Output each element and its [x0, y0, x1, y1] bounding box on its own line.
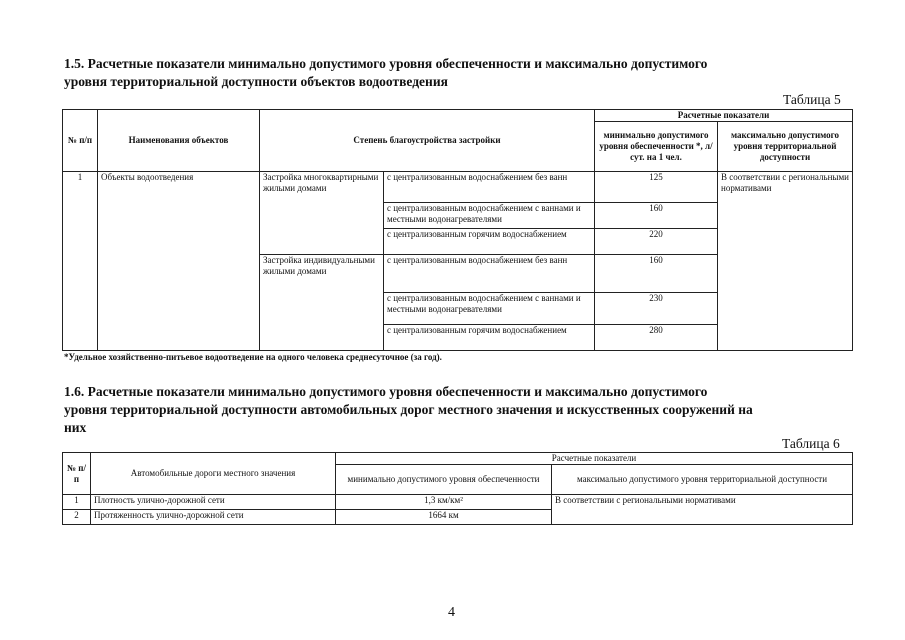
header-min: минимально допустимого уровня обеспеченности *, л/сут. на 1 чел. — [595, 122, 718, 172]
building-type: Застройка многоквартирными жилыми домами — [260, 172, 384, 255]
header-degree: Степень благоустройства застройки — [260, 110, 595, 172]
improvement-desc: с централизованным горячим водоснабжением — [384, 229, 595, 255]
improvement-desc: с централизованным водоснабжением с ваннами и местными водонагревателями — [384, 203, 595, 229]
row-num: 1 — [63, 172, 98, 351]
min-value: 1,3 км/км² — [336, 495, 552, 510]
table-5-caption: Таблица 5 — [783, 92, 841, 107]
table-5 — [62, 109, 853, 351]
max-value: В соответствии с региональными нормативами — [552, 495, 853, 525]
improvement-desc: с централизованным водоснабжением с ваннами и местными водонагревателями — [384, 293, 595, 325]
row-name: Плотность улично-дорожной сети — [91, 495, 336, 510]
table-6-caption: Таблица 6 — [782, 436, 840, 451]
improvement-desc: с централизованным горячим водоснабжением — [384, 325, 595, 351]
table-row — [63, 172, 853, 203]
max-value: В соответствии с региональными нормативами — [718, 172, 853, 351]
heading-line: них — [64, 420, 87, 435]
min-value: 220 — [595, 229, 718, 255]
heading-line: уровня территориальной доступности объектов водоотведения — [64, 74, 448, 89]
improvement-desc: с централизованным водоснабжением без ванн — [384, 172, 595, 203]
row-num: 1 — [63, 495, 91, 510]
header-min: минимально допустимого уровня обеспеченности — [336, 465, 552, 495]
min-value: 1664 км — [336, 510, 552, 525]
table-row — [63, 495, 853, 510]
min-value: 125 — [595, 172, 718, 203]
header-group: Расчетные показатели — [595, 110, 853, 122]
header-name: Наименования объектов — [98, 110, 260, 172]
min-value: 230 — [595, 293, 718, 325]
row-name: Объекты водоотведения — [98, 172, 260, 351]
heading-line: 1.5. Расчетные показатели минимально допустимого уровня обеспеченности и максимально допустимого — [64, 56, 708, 71]
header-max: максимально допустимого уровня территориальной доступности — [718, 122, 853, 172]
header-name: Автомобильные дороги местного значения — [91, 453, 336, 495]
min-value: 280 — [595, 325, 718, 351]
section-1-6-heading — [64, 383, 850, 437]
table-6 — [62, 452, 853, 525]
min-value: 160 — [595, 203, 718, 229]
heading-line: уровня территориальной доступности автомобильных дорог местного значения и искусственных сооружений на — [64, 402, 753, 417]
page-number: 4 — [448, 605, 455, 620]
improvement-desc: с централизованным водоснабжением без ванн — [384, 255, 595, 293]
header-max: максимально допустимого уровня территориальной доступности — [552, 465, 853, 495]
min-value: 160 — [595, 255, 718, 293]
header-num: № п/п — [63, 110, 98, 172]
building-type: Застройка индивидуальными жилыми домами — [260, 255, 384, 351]
section-1-5-heading — [64, 55, 850, 91]
heading-line: 1.6. Расчетные показатели минимально допустимого уровня обеспеченности и максимально допустимого — [64, 384, 708, 399]
row-name: Протяженность улично-дорожной сети — [91, 510, 336, 525]
row-num: 2 — [63, 510, 91, 525]
header-num: № п/п — [63, 453, 91, 495]
header-group: Расчетные показатели — [336, 453, 853, 465]
footnote: *Удельное хозяйственно-питьевое водоотведение на одного человека среднесуточное (за год). — [64, 352, 442, 362]
